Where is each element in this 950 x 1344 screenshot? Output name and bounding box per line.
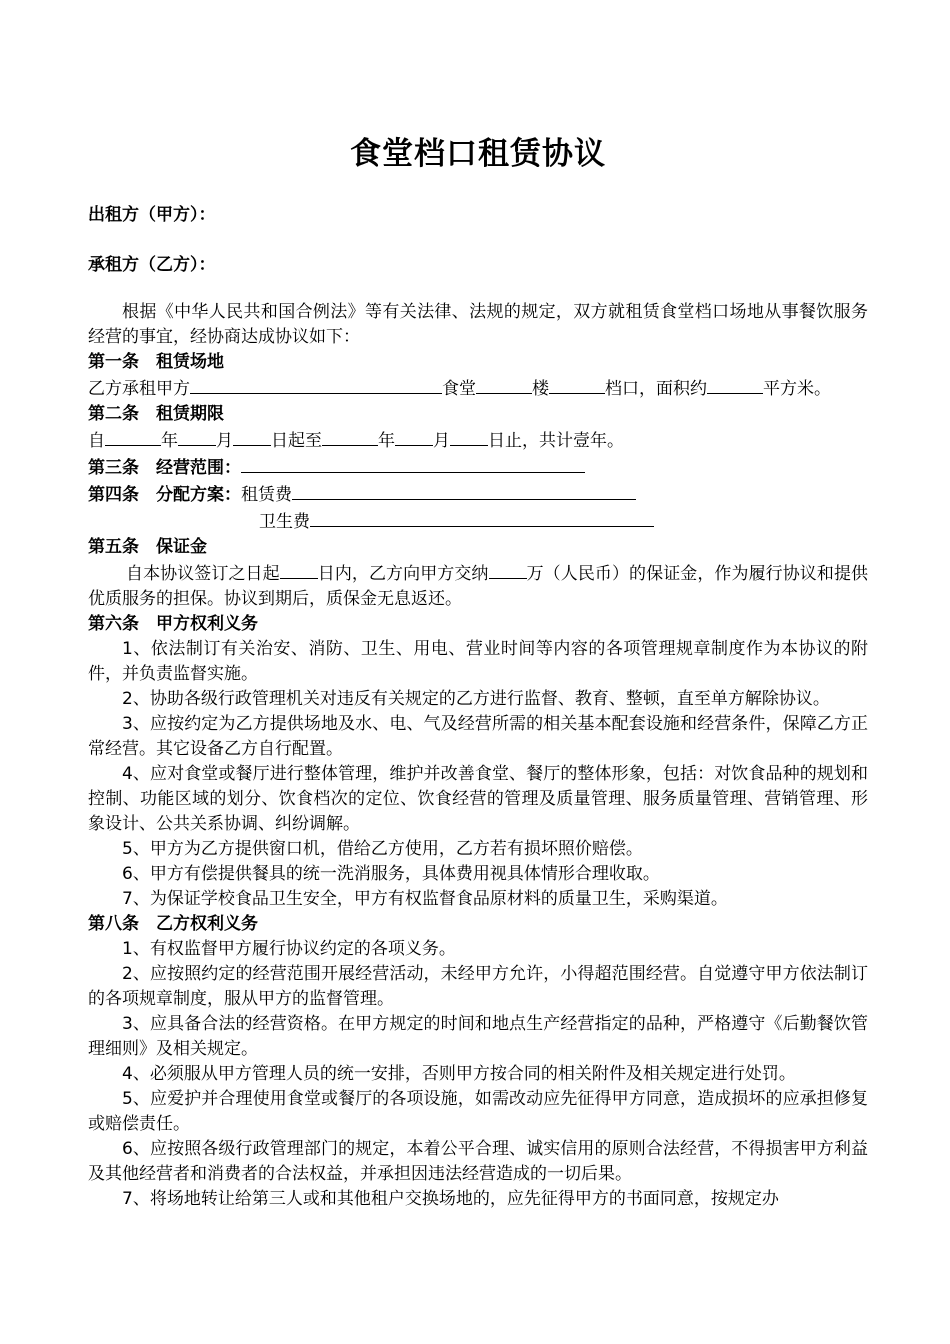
article-6-heading: 第六条 甲方权利义务 [88,614,258,634]
article-1-text [88,375,868,402]
article-2-part: 月 [216,431,233,451]
area-blank[interactable] [707,375,763,394]
floor-blank[interactable] [476,375,532,394]
lessor-label: 出租方（甲方）： [88,205,216,225]
article-3-label: 第三条 经营范围： [88,458,241,478]
article-2-part: 年 [378,431,395,451]
article-8-item: 4、必须服从甲方管理人员的统一安排，否则甲方按合同的相关附件及相关规定进行处罚。 [122,1064,796,1084]
article-2-heading: 第二条 租赁期限 [88,404,224,424]
business-scope-blank[interactable] [241,454,585,473]
article-6-item: 2、协助各级行政管理机关对违反有关规定的乙方进行监督、教育、整顿，直至单方解除协议。 [122,689,830,709]
article-8-item: 6、应按照各级行政管理部门的规定，本着公平合理、诚实信用的原则合法经营，不得损害甲方利益及其他经营者和消费者的合法权益，并承担因违法经营造成的一切后果。 [88,1139,868,1184]
intro-paragraph: 根据《中华人民共和国合例法》等有关法律、法规的规定，双方就租赁食堂档口场地从事餐饮服务经营的事宜，经协商达成协议如下： [88,302,868,347]
article-8-item: 2、应按照约定的经营范围开展经营活动，未经甲方允许，小得超范围经营。自觉遵守甲方依法制订的各项规章制度，服从甲方的监督管理。 [88,964,868,1009]
article-2-part: 自 [88,431,105,451]
article-4-line-2 [88,508,868,535]
rent-label: 租赁费 [241,485,292,505]
agreement-body [88,300,868,1212]
article-2-part: 日止，共计壹年。 [488,431,624,451]
article-5-part: 自本协议签订之日起 [126,564,280,584]
document-title: 食堂档口租赁协议 [350,136,606,172]
sanitation-label: 卫生费 [259,512,310,532]
article-6-item: 3、应按约定为乙方提供场地及水、电、气及经营所需的相关基本配套设施和经营条件，保障乙方正常经营。其它设备乙方自行配置。 [88,714,868,759]
article-2-part: 日起至 [271,431,322,451]
sanitation-blank[interactable] [310,508,654,527]
article-1-part: 食堂 [442,379,476,399]
article-8-item: 3、应具备合法的经营资格。在甲方规定的时间和地点生产经营指定的品种，严格遵守《后勤餐饮管理细则》及相关规定。 [88,1014,868,1059]
article-3-heading [88,454,868,481]
end-year-blank[interactable] [322,427,378,446]
end-day-blank[interactable] [450,427,488,446]
article-5-text [88,560,868,612]
start-month-blank[interactable] [178,427,216,446]
article-1-heading: 第一条 租赁场地 [88,352,224,372]
article-5-part: 万（人民币）的保证金，作为履行协议和提供优质服务的担保。协议到期后，质保金无息返还。 [88,564,869,609]
article-6-item: 7、为保证学校食品卫生安全，甲方有权监督食品原材料的质量卫生，采购渠道。 [122,889,728,909]
article-2-part: 月 [433,431,450,451]
article-1-part: 平方米。 [763,379,831,399]
article-8-item: 7、将场地转让给第三人或和其他租户交换场地的，应先征得甲方的书面同意，按规定办 [122,1189,779,1209]
lessee-label: 承租方（乙方）： [88,255,216,275]
end-month-blank[interactable] [395,427,433,446]
article-5-part: 日内，乙方向甲方交纳 [317,564,489,584]
start-year-blank[interactable] [105,427,161,446]
article-6-item: 5、甲方为乙方提供窗口机，借给乙方使用，乙方若有损坏照价赔偿。 [122,839,643,859]
article-6-item: 6、甲方有偿提供餐具的统一洗消服务，具体费用视具体情形合理收取。 [122,864,660,884]
article-1-part: 档口，面积约 [605,379,707,399]
article-4-heading: 第四条 分配方案： [88,485,241,505]
article-1-part: 楼 [532,379,549,399]
article-1-part: 乙方承租甲方 [88,379,190,399]
article-2-part: 年 [161,431,178,451]
canteen-name-blank[interactable] [190,375,442,394]
article-8-item: 1、有权监督甲方履行协议约定的各项义务。 [122,939,456,959]
rent-blank[interactable] [292,481,636,500]
days-blank[interactable] [280,560,318,579]
article-8-heading: 第八条 乙方权利义务 [88,914,258,934]
article-4-line-1 [88,481,868,508]
start-day-blank[interactable] [233,427,271,446]
stall-blank[interactable] [549,375,605,394]
article-6-item: 1、依法制订有关治安、消防、卫生、用电、营业时间等内容的各项管理规章制度作为本协议的附件，并负责监督实施。 [88,639,868,684]
article-2-text [88,427,868,454]
deposit-amount-blank[interactable] [489,560,527,579]
article-8-item: 5、应爱护并合理使用食堂或餐厅的各项设施，如需改动应先征得甲方同意，造成损坏的应承担修复或赔偿责任。 [88,1089,868,1134]
article-6-item: 4、应对食堂或餐厅进行整体管理，维护并改善食堂、餐厅的整体形象，包括：对饮食品种的规划和控制、功能区域的划分、饮食档次的定位、饮食经营的管理及质量管理、服务质量管理、营销管理、形象设计、公共关系协调、纠纷调解。 [88,764,868,834]
article-5-heading: 第五条 保证金 [88,537,207,557]
